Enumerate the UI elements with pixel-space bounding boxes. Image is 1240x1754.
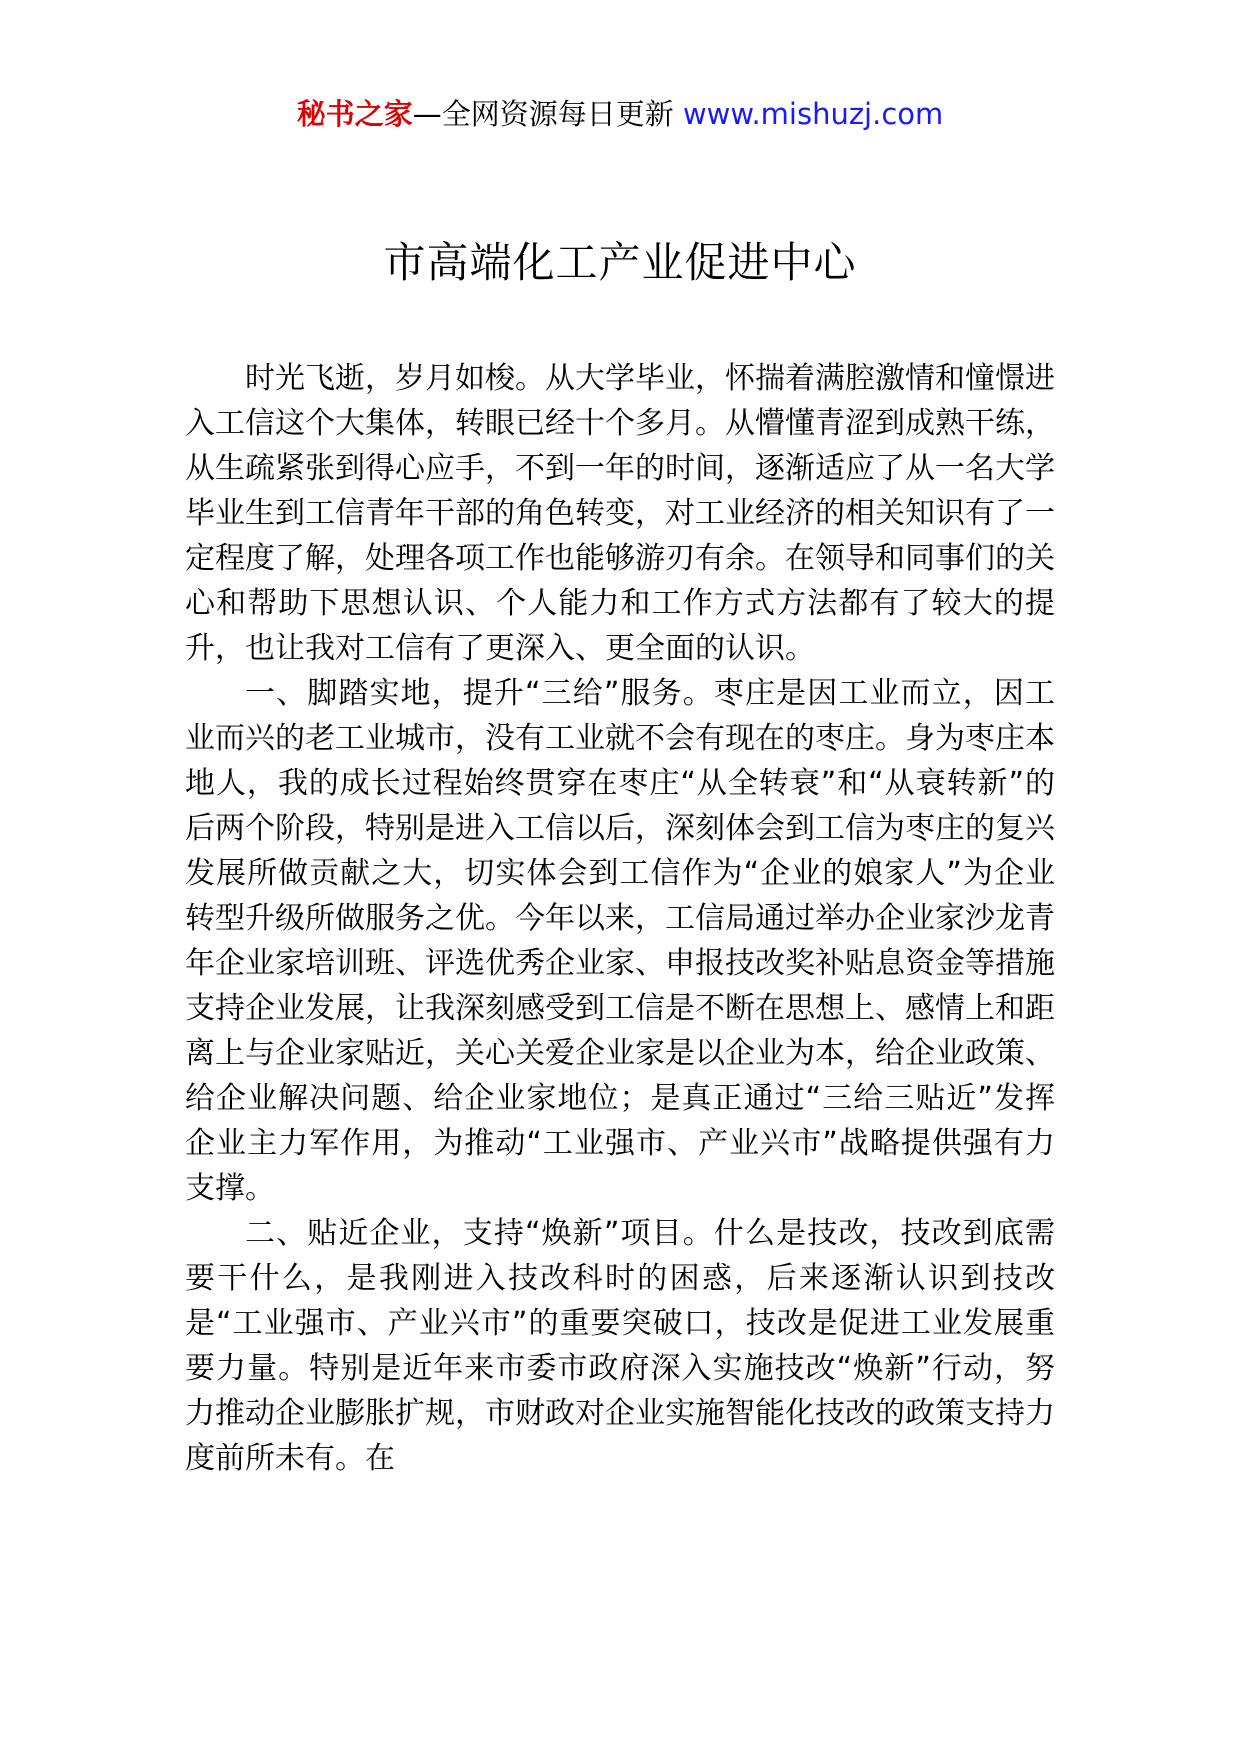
site-url[interactable]: www.mishuzj.com: [682, 97, 944, 131]
paragraph-section-one: 一、脚踏实地，提升“三给”服务。枣庄是因工业而立，因工业而兴的老工业城市，没有工业就不会有现在的枣庄。身为枣庄本地人，我的成长过程始终贯穿在枣庄“从全转衰”和“从衰转新”的后两个阶段，特别是进入工信以后，深刻体会到工信为枣庄的复兴发展所做贡献之大，切实体会到工信作为“企业的娘家人”为企业转型升级所做服务之优。今年以来，工信局通过举办企业家沙龙青年企业家培训班、评选优秀企业家、申报技改奖补贴息资金等措施支持企业发展，让我深刻感受到工信是不断在思想上、感情上和距离上与企业家贴近，关心关爱企业家是以企业为本，给企业政策、给企业解决问题、给企业家地位；是真正通过“三给三贴近”发挥企业主力军作用，为推动“工业强市、产业兴市”战略提供强有力支撑。: [185, 676, 1055, 1206]
paragraph-intro: 时光飞逝，岁月如梭。从大学毕业，怀揣着满腔激情和憧憬进入工信这个大集体，转眼已经十个多月。从懵懂青涩到成熟干练，从生疏紧张到得心应手，不到一年的时间，逐渐适应了从一名大学毕业生到工信青年干部的角色转变，对工业经济的相关知识有了一定程度了解，处理各项工作也能够游刃有余。在领导和同事们的关心和帮助下思想认识、个人能力和工作方式方法都有了较大的提升，也让我对工信有了更深入、更全面的认识。: [185, 361, 1055, 666]
site-brand: 秘书之家: [296, 97, 413, 131]
site-header: [0, 94, 1240, 134]
document-title: 市高端化工产业促进中心: [383, 238, 857, 287]
document-body: [185, 356, 1055, 1481]
site-slogan: —全网资源每日更新: [412, 97, 683, 131]
paragraph-section-two: 二、贴近企业，支持“焕新”项目。什么是技改，技改到底需要干什么，是我刚进入技改科时的困惑，后来逐渐认识到技改是“工业强市、产业兴市”的重要突破口，技改是促进工业发展重要力量。特别是近年来市委市政府深入实施技改“焕新”行动，努力推动企业膨胀扩规，市财政对企业实施智能化技改的政策支持力度前所未有。在: [185, 1216, 1055, 1476]
